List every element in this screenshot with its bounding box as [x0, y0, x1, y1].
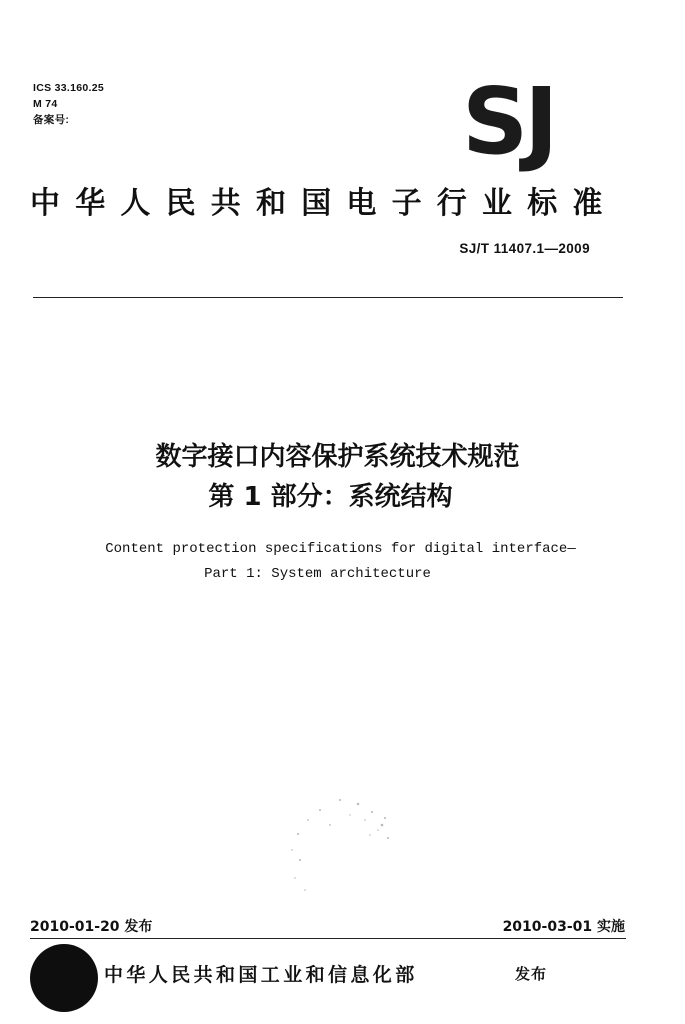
document-title-cn: 数字接口内容保护系统技术规范 — [155, 442, 520, 472]
issue-date: 2010-01-20 发布 — [30, 919, 153, 935]
ics-code: ICS 33.160.25 — [33, 82, 105, 94]
publish-label: 发布 — [515, 965, 548, 983]
standard-code: SJ/T 11407.1—2009 — [459, 241, 590, 256]
document-subtitle-cn: 第 1 部分：系统结构 — [208, 482, 453, 512]
classification-code: M 74 — [33, 98, 58, 110]
implementation-date: 2010-03-01 实施 — [502, 919, 625, 935]
document-title-en: Content protection specifications for digital interface— — [105, 541, 576, 557]
footer-divider — [30, 938, 626, 939]
header-divider — [33, 297, 623, 298]
classification-block — [33, 80, 104, 128]
faint-stamp-speckle — [270, 790, 400, 910]
record-number-label: 备案号: — [33, 114, 70, 126]
publisher-name: 中华人民共和国工业和信息化部 — [104, 964, 418, 986]
document-subtitle-en: Part 1: System architecture — [204, 566, 431, 582]
sj-logo: SJ — [462, 68, 555, 175]
standard-category-title: 中华人民共和国电子行业标准 — [30, 186, 618, 221]
publisher-seal — [30, 944, 98, 1012]
